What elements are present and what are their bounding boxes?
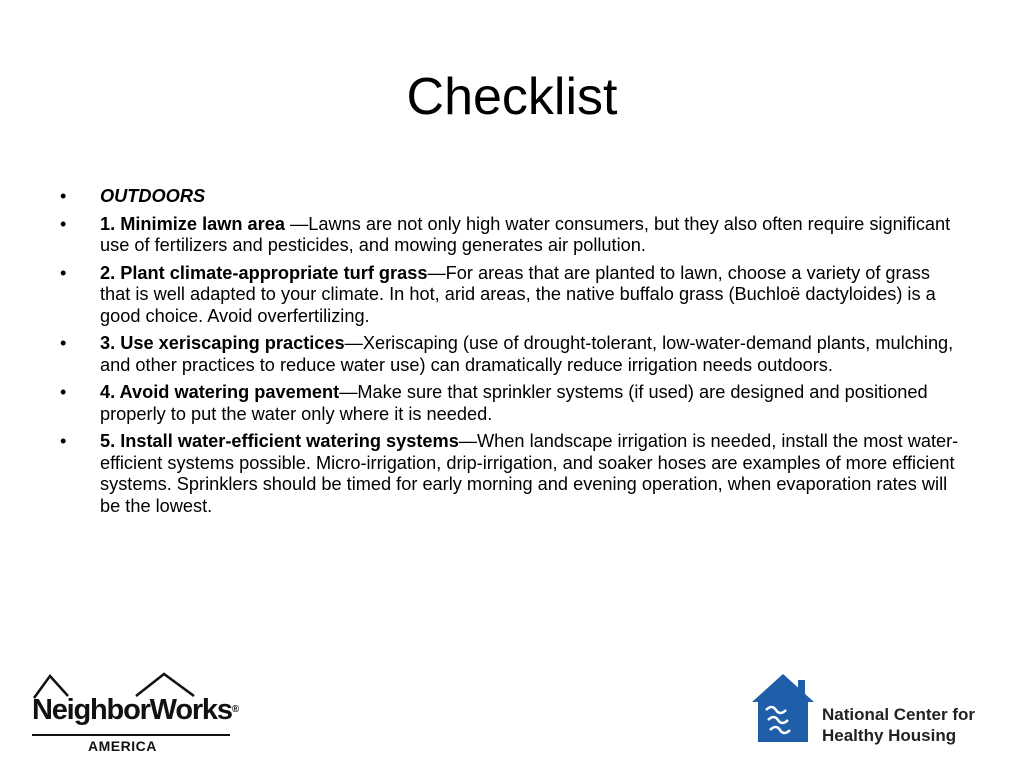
checklist-bullets — [60, 186, 960, 517]
checklist-item — [60, 431, 960, 517]
checklist-item-heading: 5. Install water-efficient watering systems — [100, 431, 459, 451]
bullet-icon: • — [60, 186, 67, 206]
blue-house-icon — [750, 672, 816, 744]
neighborworks-subtitle: AMERICA — [88, 738, 157, 754]
slide-body — [60, 186, 960, 523]
neighborworks-logo — [28, 668, 238, 760]
checklist-item-text: —For areas that are planted to lawn, choose a variety of grass that is well adapted to your climate. In hot, arid areas, the native buffalo grass (Buchloë dactyloides) is a good choice. Avoid overfertilizing. — [100, 262, 936, 326]
checklist-item-heading: 3. Use xeriscaping practices — [100, 333, 345, 353]
checklist-item-heading: 4. Avoid watering pavement — [100, 382, 340, 402]
checklist-item-text: —When landscape irrigation is needed, install the most water-efficient systems possible. Micro-irrigation, drip-irrigation, and soaker hoses are examples of more efficient systems. Sprinklers should be timed for early morning and evening operation, when evaporation rates will be the lowest. — [100, 431, 959, 516]
nchh-wordmark — [822, 704, 975, 746]
checklist-item — [60, 382, 960, 425]
nchh-line-1: National Center for — [822, 705, 976, 724]
bullet-icon: • — [60, 333, 67, 353]
nchh-line-2: Healthy Housing — [822, 726, 957, 745]
nchh-logo — [750, 672, 1004, 752]
checklist-item — [60, 263, 960, 328]
bullet-icon: • — [60, 213, 67, 234]
checklist-item — [60, 333, 960, 376]
checklist-item-heading: 2. Plant climate-appropriate turf grass — [100, 262, 428, 283]
bullet-icon: • — [60, 431, 67, 451]
checklist-item-text: —Xeriscaping (use of drought-tolerant, low-water-demand plants, mulching, and other practices to reduce water use) can dramatically reduce irrigation needs outdoors. — [100, 333, 954, 375]
checklist-item — [60, 214, 960, 257]
logo-divider — [32, 734, 230, 736]
checklist-item-text: OUTDOORS — [100, 186, 206, 206]
bullet-icon: • — [60, 262, 67, 283]
slide-title: Checklist — [406, 68, 618, 126]
checklist-item-text: —Make sure that sprinkler systems (if used) are designed and positioned properly to put the water only where it is needed. — [100, 382, 928, 424]
checklist-item-heading: 1. Minimize lawn area — [100, 213, 291, 234]
checklist-item — [60, 186, 960, 208]
bullet-icon: • — [60, 382, 67, 402]
checklist-item-text: —Lawns are not only high water consumers, but they also often require significant use of fertilizers and pesticides, and mowing generates air pollution. — [100, 213, 951, 255]
neighborworks-wordmark: NeighborWorks® — [32, 694, 240, 726]
